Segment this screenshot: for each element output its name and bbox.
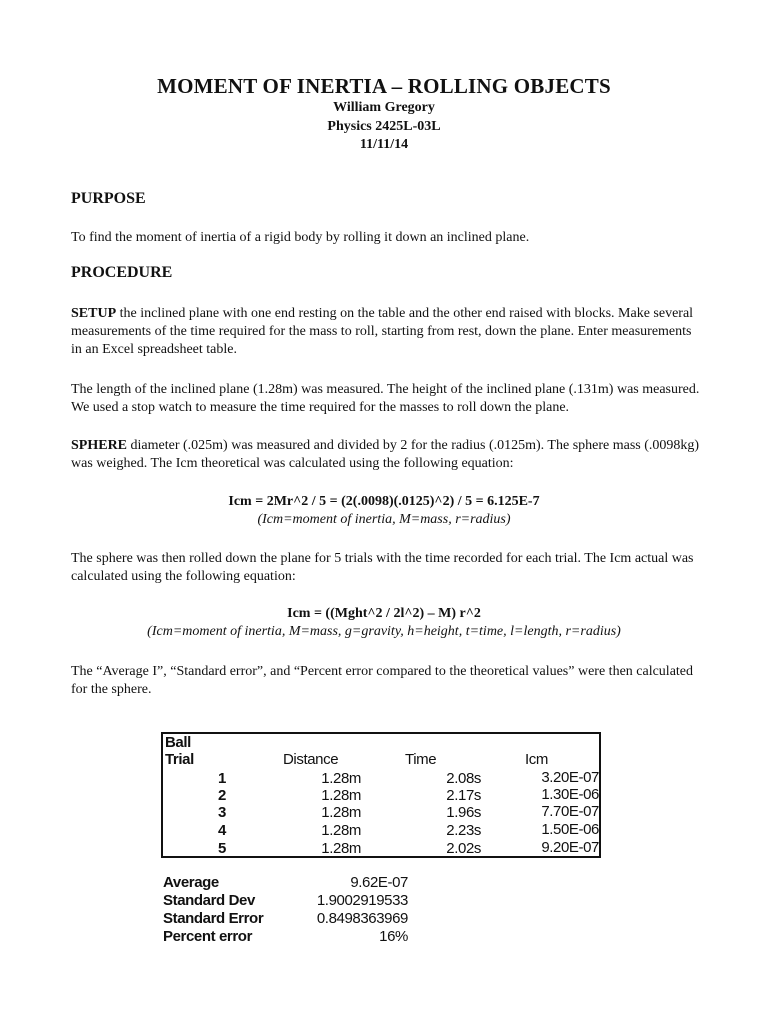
distance-value: 1.28m (321, 770, 361, 787)
header-time: Time (405, 751, 437, 768)
stat-value: 0.8498363969 (316, 910, 408, 927)
time-value: 1.96s (446, 804, 481, 821)
icm-value: 9.20E-07 (541, 839, 599, 856)
length-paragraph: The length of the inclined plane (1.28m) was measured. The height of the inclined plane (.131m) was measured. We used a stop watch to measure the time required for the masses to roll down the plane. (71, 382, 700, 415)
stat-row (163, 874, 408, 892)
distance-value: 1.28m (321, 840, 361, 857)
purpose-heading: PURPOSE (71, 190, 146, 207)
distance-value: 1.28m (321, 804, 361, 821)
actual-equation-note: (Icm=moment of inertia, M=mass, g=gravity, h=height, t=time, l=length, r=radius) (147, 624, 621, 639)
setup-paragraph (71, 305, 701, 359)
sphere-paragraph (71, 437, 701, 473)
trial-number: 4 (218, 822, 226, 839)
time-value: 2.08s (446, 770, 481, 787)
document-date: 11/11/14 (359, 137, 409, 152)
table-label-ball: Ball (165, 734, 191, 751)
stat-value: 9.62E-07 (350, 874, 408, 891)
time-value: 2.23s (446, 822, 481, 839)
stat-label: Standard Error (163, 910, 264, 927)
stat-value: 16% (379, 928, 408, 945)
stat-value: 1.9002919533 (316, 892, 408, 909)
stat-row (163, 892, 408, 910)
sphere-lead: SPHERE (71, 438, 128, 453)
icm-value: 1.50E-06 (541, 821, 599, 838)
distance-value: 1.28m (321, 787, 361, 804)
purpose-text: To find the moment of inertia of a rigid body by rolling it down an inclined plane. (71, 230, 530, 245)
stat-label: Percent error (163, 928, 253, 945)
document-title: MOMENT OF INERTIA – ROLLING OBJECTS (157, 74, 611, 98)
procedure-heading: PROCEDURE (71, 264, 173, 281)
setup-lead: SETUP (71, 306, 117, 321)
icm-value: 1.30E-06 (541, 786, 599, 803)
header-trial: Trial (165, 751, 194, 768)
time-value: 2.17s (446, 787, 481, 804)
stat-row (163, 928, 408, 946)
trial-table (161, 732, 601, 858)
rolled-paragraph: The sphere was then rolled down the plane for 5 trials with the time recorded for each trial. The Icm actual was calculated using the following equation: (71, 551, 694, 584)
stat-row (163, 910, 408, 928)
header-distance: Distance (283, 751, 339, 768)
actual-equation: Icm = ((Mght^2 / 2l^2) – M) r^2 (287, 606, 481, 621)
trial-number: 2 (218, 787, 226, 804)
stat-label: Standard Dev (163, 892, 255, 909)
course-name: Physics 2425L-03L (327, 119, 441, 134)
icm-value: 3.20E-07 (541, 769, 599, 786)
author-name: William Gregory (333, 100, 435, 115)
distance-value: 1.28m (321, 822, 361, 839)
statistics-block (163, 874, 408, 946)
trial-number: 1 (218, 770, 226, 787)
theoretical-equation-note: (Icm=moment of inertia, M=mass, r=radius) (257, 512, 511, 527)
theoretical-equation: Icm = 2Mr^2 / 5 = (2(.0098)(.0125)^2) / 5 = 6.125E-7 (228, 494, 540, 509)
stat-label: Average (163, 874, 219, 891)
trial-number: 3 (218, 804, 226, 821)
time-value: 2.02s (446, 840, 481, 857)
icm-value: 7.70E-07 (541, 803, 599, 820)
sphere-text: diameter (.025m) was measured and divided by 2 for the radius (.0125m). The sphere mass (.0098kg) was weighed. The Icm theoretical was calculated using the following equation: (71, 438, 700, 471)
average-paragraph: The “Average I”, “Standard error”, and “Percent error compared to the theoretical values” were then calculated for the sphere. (71, 664, 694, 697)
setup-text: the inclined plane with one end resting on the table and the other end raised with blocks. Make several measurements of the time required for the mass to roll, starting from rest, down the plane. Enter measurements in an Excel spreadsheet table. (71, 306, 694, 357)
trial-number: 5 (218, 840, 226, 857)
header-icm: Icm (525, 751, 548, 768)
